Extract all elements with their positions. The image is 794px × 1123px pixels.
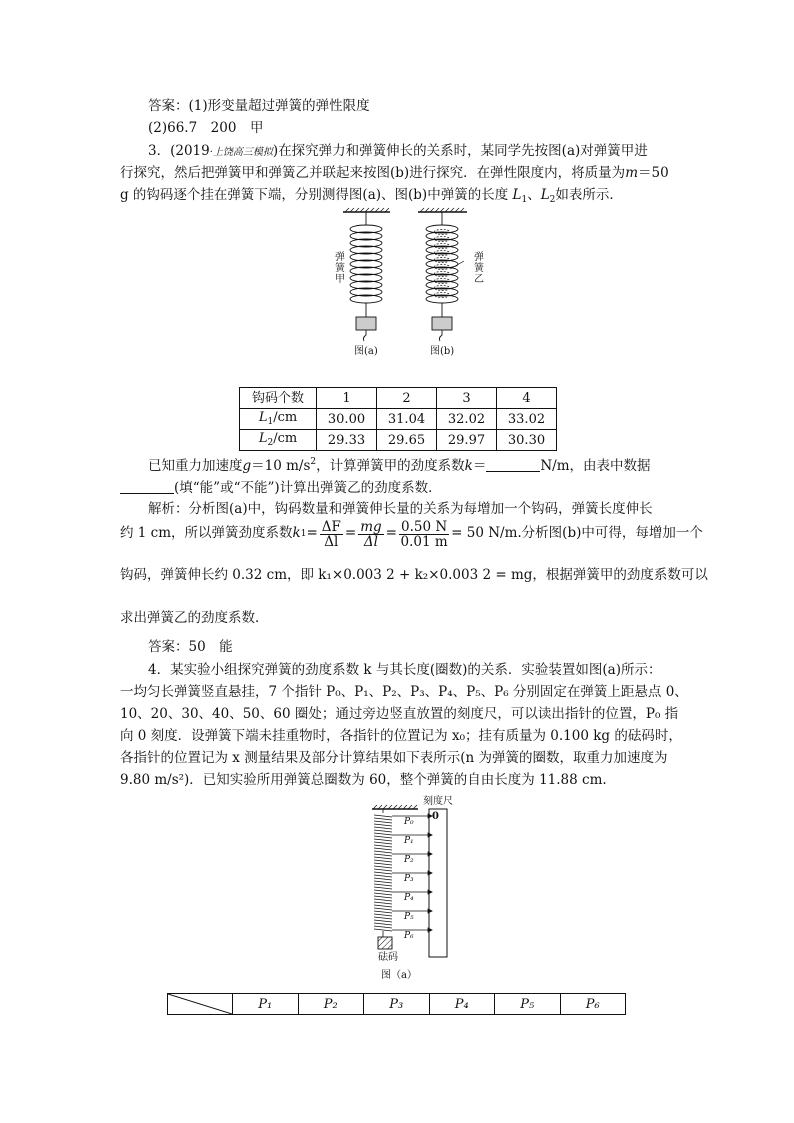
q3-source-open: (2019 bbox=[170, 143, 210, 159]
spring-a-label: 弹簧甲 bbox=[335, 252, 345, 285]
analysis-k: k bbox=[292, 525, 301, 542]
table-header-cell: 钩码个数 bbox=[240, 388, 317, 409]
prompt-2: (填“能”或“不能”)计算出弹簧乙的劲度系数． bbox=[174, 480, 442, 496]
prompt-sup: 2 bbox=[310, 457, 317, 467]
hanger-block-b bbox=[432, 317, 452, 330]
figure-caption-a: 图（a） bbox=[381, 970, 417, 981]
q4-line2: 一均匀长弹簧竖直悬挂，7 个指针 P₀、P₁、P₂、P₃、P₄、P₅、P₆ 分别固定在弹簧上距悬点 0、 bbox=[120, 684, 688, 700]
long-spring-coil bbox=[374, 809, 392, 937]
q3-prompt-line1 bbox=[148, 458, 651, 474]
q3-stem-2-var: m bbox=[625, 165, 638, 181]
prompt-1b: ＝10 m/s bbox=[251, 458, 311, 474]
spring-b-label: 弹簧乙 bbox=[474, 252, 484, 285]
table-cell: 32.02 bbox=[437, 409, 497, 430]
pointer-label-p0: P₀ bbox=[404, 817, 414, 827]
q3-L2-sub: 2 bbox=[549, 195, 556, 205]
support-a bbox=[343, 208, 390, 212]
hanger-block-a bbox=[356, 317, 376, 330]
q4-line3: 10、20、30、40、50、60 圈处；通过旁边竖直放置的刻度尺，可以读出指针的位置，P₀ 指 bbox=[120, 706, 679, 722]
table-corner-cell bbox=[168, 994, 233, 1015]
q3-stem-1: 在探究弹力和弹簧伸长的关系时，某同学先按图(a)对弹簧甲进 bbox=[278, 143, 648, 159]
table-cell: 31.04 bbox=[377, 409, 437, 430]
q3-analysis-line1: 解析：分析图(a)中，钩码数量和弹簧伸长量的关系为每增加一个钩码，弹簧长度伸长 bbox=[148, 501, 653, 517]
table-cell: 33.02 bbox=[497, 409, 557, 430]
support-b bbox=[418, 208, 467, 212]
q3-L1-sub: 1 bbox=[521, 195, 528, 205]
table-row bbox=[168, 994, 626, 1015]
q3-analysis-line3: 钩码，弹簧伸长约 0.32 cm，即 k₁×0.003 2 + k₂×0.003 2 = mg，根据弹簧甲的劲度系数可以 bbox=[120, 567, 708, 583]
q4-line4: 向 0 刻度．设弹簧下端未挂重物时，各指针的位置记为 x₀；挂有质量为 0.100 kg 的砝码时， bbox=[120, 728, 682, 744]
table-row-label bbox=[240, 409, 317, 430]
prompt-g: g bbox=[242, 458, 252, 474]
prompt-1e: N/m，由表中数据 bbox=[540, 458, 651, 474]
answer-blank-2[interactable] bbox=[120, 481, 174, 494]
q3-stem-2: 行探究，然后把弹簧甲和弹簧乙并联起来按图(b)进行探究．在弹性限度内，将质量为 bbox=[120, 165, 626, 181]
analysis-eq3: = bbox=[385, 525, 397, 542]
analysis-eq1: = bbox=[306, 525, 318, 542]
q3-stem-line3: g 的钩码逐个挂在弹簧下端，分别测得图(a)、图(b)中弹簧的长度 $L_1$、$L_2$如表所示． bbox=[120, 187, 623, 205]
prompt-1c: ，计算弹簧甲的劲度系数 bbox=[316, 458, 465, 474]
weight-label: 砝码 bbox=[378, 952, 398, 963]
prompt-1d: ＝ bbox=[472, 458, 487, 474]
table-row bbox=[240, 388, 557, 409]
table-header-cell: P₃ bbox=[364, 994, 430, 1015]
row1-sub: 1 bbox=[267, 417, 274, 427]
table-cell: 29.97 bbox=[437, 430, 497, 451]
q3-source-close: ) bbox=[272, 143, 279, 159]
prompt-1a: 已知重力加速度 bbox=[148, 458, 243, 474]
table-header-cell: P₅ bbox=[495, 994, 561, 1015]
q3-stem-line1 bbox=[148, 145, 648, 159]
frac1-num: ΔF bbox=[321, 518, 341, 535]
q3-L2-var: L bbox=[540, 187, 550, 203]
row1-unit: /cm bbox=[273, 410, 298, 425]
row1-var: L bbox=[258, 410, 268, 425]
q3-answer: 答案：50 能 bbox=[148, 639, 233, 655]
row2-sub: 2 bbox=[267, 438, 274, 448]
table-header-cell: P₄ bbox=[429, 994, 495, 1015]
fraction-values bbox=[399, 520, 449, 549]
q4-data-table bbox=[167, 993, 626, 1015]
table-row-label bbox=[240, 430, 317, 451]
frac3-den: 0.01 m bbox=[400, 533, 448, 550]
analysis-eq2: = bbox=[344, 525, 357, 542]
diagonal-line bbox=[168, 994, 232, 1014]
q4-line5: 各指针的位置记为 x 测量结果及部分计算结果如下表所示(n 为弹簧的圈数，取重力加速度为 bbox=[120, 750, 668, 766]
q3-analysis-line2 bbox=[120, 518, 703, 550]
pointer-label-p4: P₄ bbox=[404, 893, 414, 903]
table-header-cell: 1 bbox=[317, 388, 377, 409]
hook-b bbox=[439, 330, 442, 341]
q3-number: 3． bbox=[148, 143, 171, 159]
table-row bbox=[240, 409, 557, 430]
pointer-label-p5: P₅ bbox=[404, 912, 414, 922]
caption-figure-a: 图(a) bbox=[354, 346, 378, 357]
table-cell: 29.33 bbox=[317, 430, 377, 451]
table-row bbox=[240, 430, 557, 451]
frac2-den: Δl bbox=[363, 533, 378, 550]
table-cell: 30.00 bbox=[317, 409, 377, 430]
analysis-k-sub: 1 bbox=[300, 528, 307, 539]
fraction-dF-dl bbox=[320, 520, 343, 549]
q2-answer-line2: (2)66.7 200 甲 bbox=[148, 120, 264, 136]
frac2-num: mg bbox=[360, 518, 382, 535]
q3-prompt-line2 bbox=[120, 481, 442, 496]
ruler-label: 刻度尺 bbox=[423, 796, 453, 807]
table-header-cell: 2 bbox=[377, 388, 437, 409]
q4-line6: 9.80 m/s²)．已知实验所用弹簧总圈数为 60，整个弹簧的自由长度为 11.88 cm. bbox=[120, 772, 607, 788]
q3-stem-line2 bbox=[120, 167, 669, 181]
analysis-2b: = 50 N/m.分析图(b)中可得，每增加一个 bbox=[451, 525, 703, 542]
q2-answer-line1: 答案：(1)形变量超过弹簧的弹性限度 bbox=[148, 98, 370, 114]
caption-figure-b: 图(b) bbox=[430, 346, 455, 357]
answer-blank-1[interactable] bbox=[486, 459, 540, 472]
q3-L1-var: L bbox=[512, 187, 522, 203]
analysis-2a: 约 1 cm，所以弹簧劲度系数 bbox=[120, 525, 293, 542]
q3-stem-3: g 的钩码逐个挂在弹簧下端，分别测得图(a)、图(b)中弹簧的长度 bbox=[120, 187, 509, 203]
spring-a-coil bbox=[350, 212, 382, 317]
pointer-label-p2: P₂ bbox=[404, 855, 414, 865]
q3-data-table bbox=[239, 387, 557, 451]
q3-stem-2-end: ＝50 bbox=[638, 165, 669, 181]
table-header-cell: P₆ bbox=[560, 994, 626, 1015]
table-header-cell: 3 bbox=[437, 388, 497, 409]
pointer-label-p3: P₃ bbox=[404, 874, 414, 884]
fraction-mg-dl bbox=[358, 520, 383, 549]
hook-a bbox=[363, 330, 366, 341]
table-cell: 30.30 bbox=[497, 430, 557, 451]
q3-analysis-line4: 求出弹簧乙的劲度系数． bbox=[120, 610, 269, 626]
ruler-zero-label: 0 bbox=[432, 811, 439, 822]
row2-unit: /cm bbox=[273, 431, 298, 446]
q3-stem-3-end: 如表所示． bbox=[555, 187, 623, 203]
prompt-k: k bbox=[464, 458, 473, 474]
q4-line1: 4．某实验小组探究弹簧的劲度系数 k 与其长度(圈数)的关系．实验装置如图(a)所示： bbox=[148, 662, 662, 678]
frac3-num: 0.50 N bbox=[400, 518, 448, 535]
ruler bbox=[429, 809, 447, 957]
table-cell: 29.65 bbox=[377, 430, 437, 451]
row2-var: L bbox=[258, 431, 268, 446]
q3-source-tag: ·上饶高三模拟 bbox=[209, 147, 273, 158]
table-header-cell: P₁ bbox=[233, 994, 299, 1015]
spring-figure-ab bbox=[300, 205, 500, 365]
weight-block bbox=[378, 937, 392, 949]
table-header-cell: P₂ bbox=[298, 994, 364, 1015]
pointer-label-p1: P₁ bbox=[404, 836, 414, 846]
pointer-label-p6: P₆ bbox=[404, 931, 414, 941]
table-header-cell: 4 bbox=[497, 388, 557, 409]
frac1-den: Δl bbox=[324, 533, 339, 550]
